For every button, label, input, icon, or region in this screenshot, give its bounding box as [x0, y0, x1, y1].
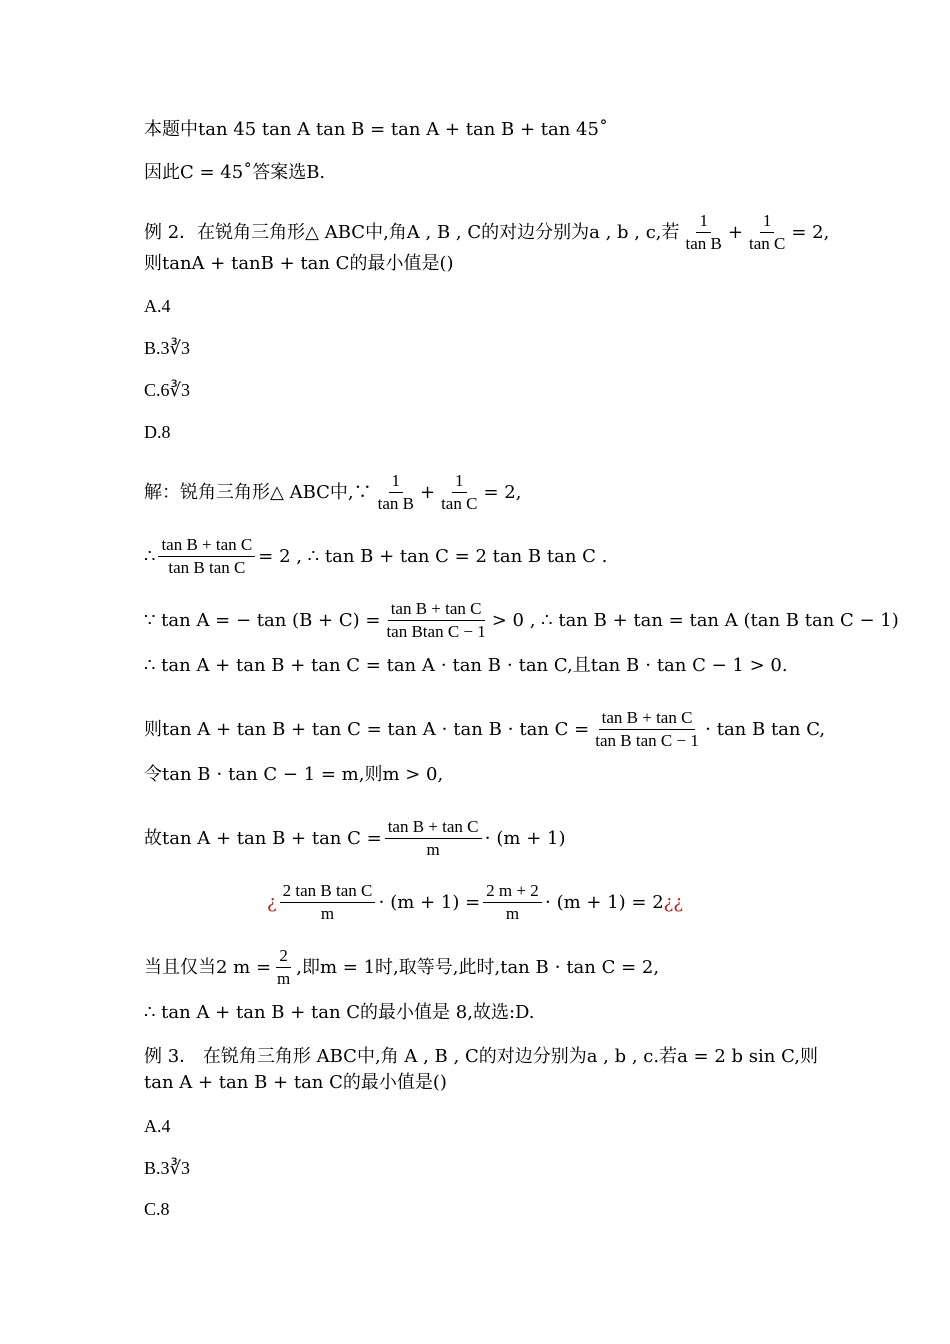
text: ⋅ (m + 1) = 2: [544, 891, 664, 913]
text: 则tanA + tanB + tan C的最小值是(): [144, 253, 454, 274]
denominator: tan B: [685, 234, 722, 253]
denominator: tan Btan C − 1: [386, 622, 486, 641]
example-3-question: [144, 1045, 818, 1069]
numerator: tan B + tan C: [158, 534, 255, 557]
fraction: [438, 470, 480, 515]
numerator: 2 tan B tan C: [280, 880, 376, 903]
denominator: m: [426, 840, 440, 859]
denominator: tan B tan C: [168, 558, 246, 577]
fraction: [383, 598, 488, 643]
marker-glyph: ¿¿: [663, 891, 683, 913]
text: 本题中tan 45 tan A tan B = tan A + tan B + tan 45˚: [144, 119, 608, 140]
text: 当且仅当2 m =: [144, 956, 272, 978]
solution-step-7: [144, 816, 566, 861]
denominator: m: [320, 904, 335, 923]
numerator: tan B + tan C: [599, 707, 696, 730]
solution-step-6: [144, 763, 443, 787]
text-line-tan45: [144, 118, 608, 142]
text: 例 2．在锐角三角形△ ABC中,角A , B , C的对边分别为a , b , c,若: [144, 221, 680, 243]
numerator: 1: [696, 210, 711, 233]
solution-step-3: [144, 598, 899, 643]
numerator: tan B + tan C: [388, 598, 485, 621]
option-c: [144, 378, 190, 402]
option-b: [144, 336, 190, 360]
option-c: [144, 1197, 170, 1221]
text: ⋅ (m + 1): [484, 827, 566, 849]
fraction: [683, 210, 725, 255]
numerator: tan B + tan C: [385, 816, 482, 839]
fraction: [158, 534, 255, 579]
numerator: 1: [452, 470, 467, 493]
solution-step-1: [144, 470, 521, 515]
fraction: [375, 470, 417, 515]
denominator: tan B: [377, 494, 414, 513]
operator: +: [727, 221, 743, 243]
text: 解：锐角三角形△ ABC中,∵: [144, 481, 372, 503]
option-a: [144, 1114, 171, 1138]
text: 例 3． 在锐角三角形 ABC中,角 A , B , C的对边分别为a , b , c.若a = 2 b sin C,则: [144, 1046, 818, 1067]
fraction: [592, 707, 702, 752]
example-2-question-line2: [144, 252, 454, 276]
denominator: m: [505, 904, 520, 923]
option-b: [144, 1156, 190, 1180]
text: = 2,: [791, 221, 830, 243]
text: ∴: [144, 545, 156, 567]
fraction: [274, 945, 293, 990]
denominator: tan C: [441, 494, 478, 513]
text: A.4: [144, 296, 171, 316]
text: 令tan B ⋅ tan C − 1 = m,则m > 0,: [144, 764, 444, 785]
text: C.6∛3: [144, 380, 190, 400]
text: A.4: [144, 1116, 171, 1136]
option-a: [144, 294, 171, 318]
solution-step-5: [144, 707, 825, 752]
example-3-question-line2: [144, 1071, 447, 1095]
solution-step-9: [144, 945, 659, 990]
operator: +: [419, 481, 436, 503]
text: C.8: [144, 1199, 170, 1219]
text: = 2 , ∴ tan B + tan C = 2 tan B tan C .: [258, 545, 608, 567]
text: 故tan A + tan B + tan C =: [144, 827, 382, 849]
fraction: [385, 816, 482, 861]
text: = 2,: [483, 481, 522, 503]
solution-step-8: [0, 880, 950, 925]
denominator: tan C: [748, 234, 786, 253]
text: B.3∛3: [144, 338, 190, 358]
text: ∵ tan A = − tan (B + C) =: [144, 609, 381, 631]
text: ∴ tan A + tan B + tan C的最小值是 8,故选:D.: [144, 1002, 535, 1023]
text: ⋅ (m + 1) =: [378, 891, 481, 913]
example-2-question: [144, 210, 829, 255]
text: ,即m = 1时,取等号,此时,tan B ⋅ tan C = 2,: [296, 956, 660, 978]
numerator: 2 m + 2: [483, 880, 542, 903]
fraction: [280, 880, 376, 925]
numerator: 2: [276, 945, 291, 968]
denominator: m: [277, 969, 291, 988]
denominator: tan B tan C − 1: [595, 731, 699, 750]
numerator: 1: [389, 470, 404, 493]
text: > 0 , ∴ tan B + tan = tan A (tan B tan C − 1): [491, 609, 899, 631]
numerator: 1: [760, 210, 775, 233]
solution-step-4: [144, 654, 788, 678]
text: tan A + tan B + tan C的最小值是(): [144, 1072, 447, 1093]
marker-glyph: ¿: [267, 891, 277, 913]
text: D.8: [144, 422, 171, 442]
solution-step-10: [144, 1001, 535, 1025]
text: B.3∛3: [144, 1158, 190, 1178]
text: 因此C = 45˚答案选B.: [144, 162, 326, 183]
text: ∴ tan A + tan B + tan C = tan A ⋅ tan B ⋅ tan C,且tan B ⋅ tan C − 1 > 0.: [144, 655, 788, 676]
fraction: [483, 880, 542, 925]
fraction: [746, 210, 788, 255]
text: 则tan A + tan B + tan C = tan A ⋅ tan B ⋅ tan C =: [144, 718, 590, 740]
option-d: [144, 420, 171, 444]
text-line-answer-c: [144, 161, 325, 185]
solution-step-2: [144, 534, 607, 579]
text: ⋅ tan B tan C,: [704, 718, 826, 740]
